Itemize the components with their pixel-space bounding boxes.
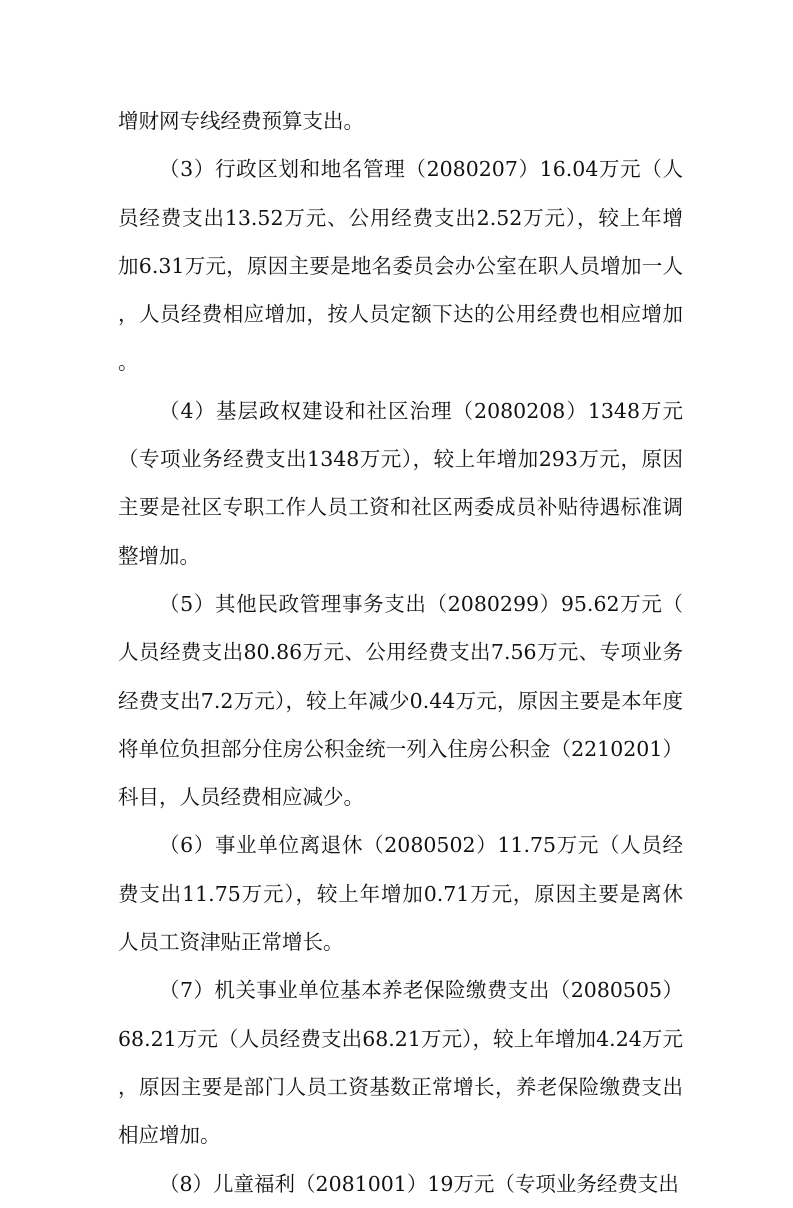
paragraph-item-4: （4）基层政权建设和社区治理（2080208）1348万元（专项业务经费支出1348万元），较上年增加293万元，原因主要是社区专职工作人员工资和社区两委成员补贴待遇标准调整增加。 — [118, 398, 683, 568]
paragraph-continuation: 增财网专线经费预算支出。 — [118, 109, 364, 133]
paragraph-item-8: （8）儿童福利（2081001）19万元（专项业务经费支出 — [159, 1171, 679, 1196]
paragraph-item-3: （3）行政区划和地名管理（2080207）16.04万元（人员经费支出13.52万元、公用经费支出2.52万元），较上年增加6.31万元，原因主要是地名委员会办公室在职人员增加一人，人员经费相应增加，按人员定额下达的公用经费也相应增加。 — [118, 157, 683, 375]
paragraph-item-7: （7）机关事业单位基本养老保险缴费支出（2080505）68.21万元（人员经费支出68.21万元），较上年增加4.24万元，原因主要是部门人员工资基数正常增长，养老保险缴费支出相应增加。 — [118, 978, 683, 1148]
paragraph-item-5: （5）其他民政管理事务支出（2080299）95.62万元（人员经费支出80.86万元、公用经费支出7.56万元、专项业务经费支出7.2万元），较上年减少0.44万元，原因主要是本年度将单位负担部分住房公积金统一列入住房公积金（2210201）科目，人员经费相应减少。 — [118, 591, 683, 810]
document-body — [118, 97, 683, 1208]
paragraph-item-6: （6）事业单位离退休（2080502）11.75万元（人员经费支出11.75万元），较上年增加0.71万元，原因主要是离休人员工资津贴正常增长。 — [118, 833, 683, 955]
